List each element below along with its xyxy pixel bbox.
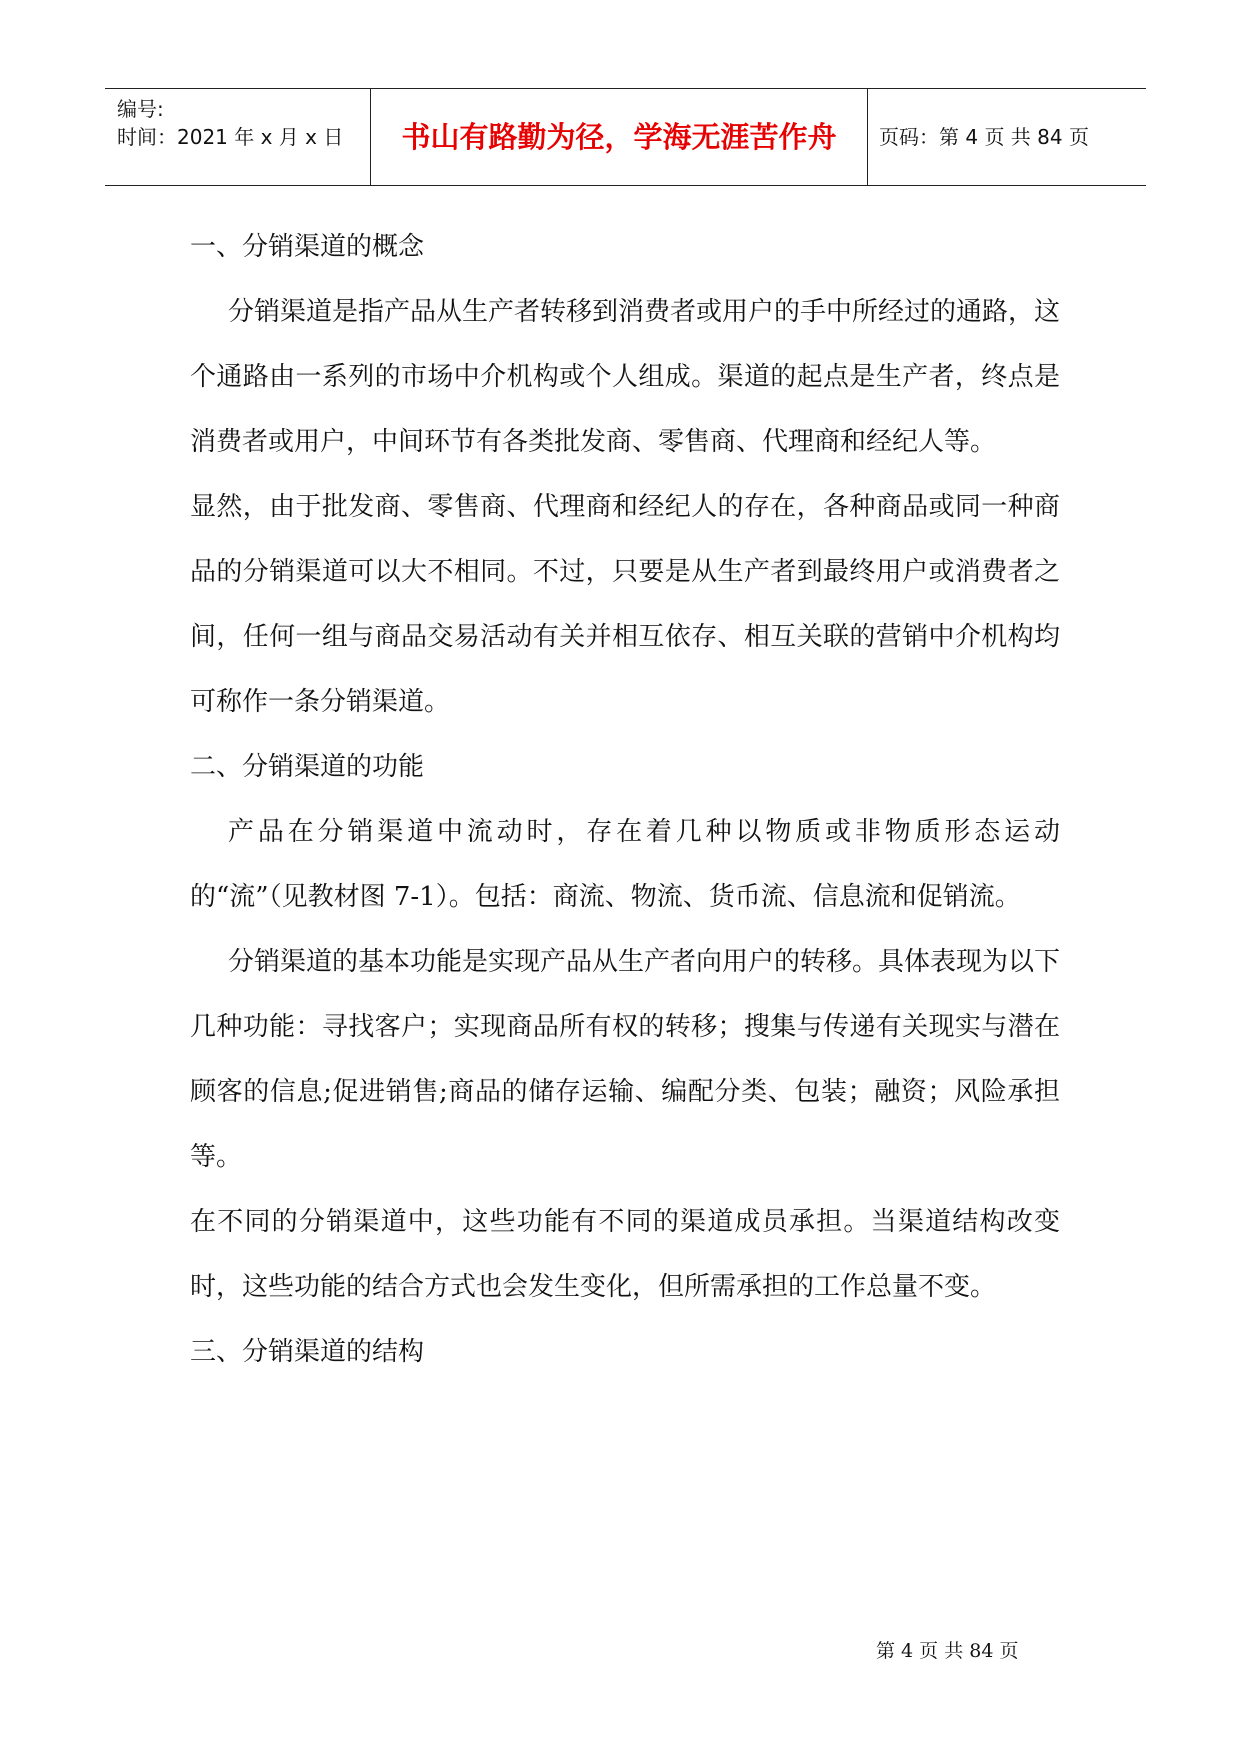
page-header [105, 88, 1146, 186]
header-left-cell [105, 89, 370, 185]
document-number-label: 编号: [117, 97, 164, 121]
page-footer: 第 4 页 共 84 页 [876, 1640, 1019, 1662]
document-body [190, 215, 1060, 1385]
paragraph: 三、分销渠道的结构 [190, 1337, 425, 1367]
paragraph: 一、分销渠道的概念 [190, 232, 425, 262]
paragraph: 显然，由于批发商、零售商、代理商和经纪人的存在，各种商品或同一种商品的分销渠道可以大不相同。不过，只要是从生产者到最终用户或消费者之间，任何一组与商品交易活动有关并相互依存、相互关联的营销中介机构均可称作一条分销渠道。 [190, 492, 1060, 717]
header-page-cell [867, 89, 1146, 185]
document-date-label: 时间：2021 年 x 月 x 日 [117, 125, 344, 149]
paragraph: 产品在分销渠道中流动时，存在着几种以物质或非物质形态运动的“流”（见教材图 7-1）。包括：商流、物流、货币流、信息流和促销流。 [190, 817, 1060, 912]
paragraph: 在不同的分销渠道中，这些功能有不同的渠道成员承担。当渠道结构改变时，这些功能的结合方式也会发生变化，但所需承担的工作总量不变。 [190, 1207, 1060, 1302]
header-motto-cell [370, 89, 868, 185]
paragraph: 二、分销渠道的功能 [190, 752, 425, 782]
header-motto: 书山有路勤为径，学海无涯苦作舟 [401, 120, 837, 154]
header-page-info: 页码：第 4 页 共 84 页 [879, 125, 1089, 149]
paragraph: 分销渠道是指产品从生产者转移到消费者或用户的手中所经过的通路，这个通路由一系列的市场中介机构或个人组成。渠道的起点是生产者，终点是消费者或用户，中间环节有各类批发商、零售商、代理商和经纪人等。 [190, 297, 1061, 457]
paragraph: 分销渠道的基本功能是实现产品从生产者向用户的转移。具体表现为以下几种功能：寻找客户；实现商品所有权的转移；搜集与传递有关现实与潜在顾客的信息;促进销售;商品的储存运输、编配分类、包装；融资；风险承担等。 [190, 947, 1061, 1172]
